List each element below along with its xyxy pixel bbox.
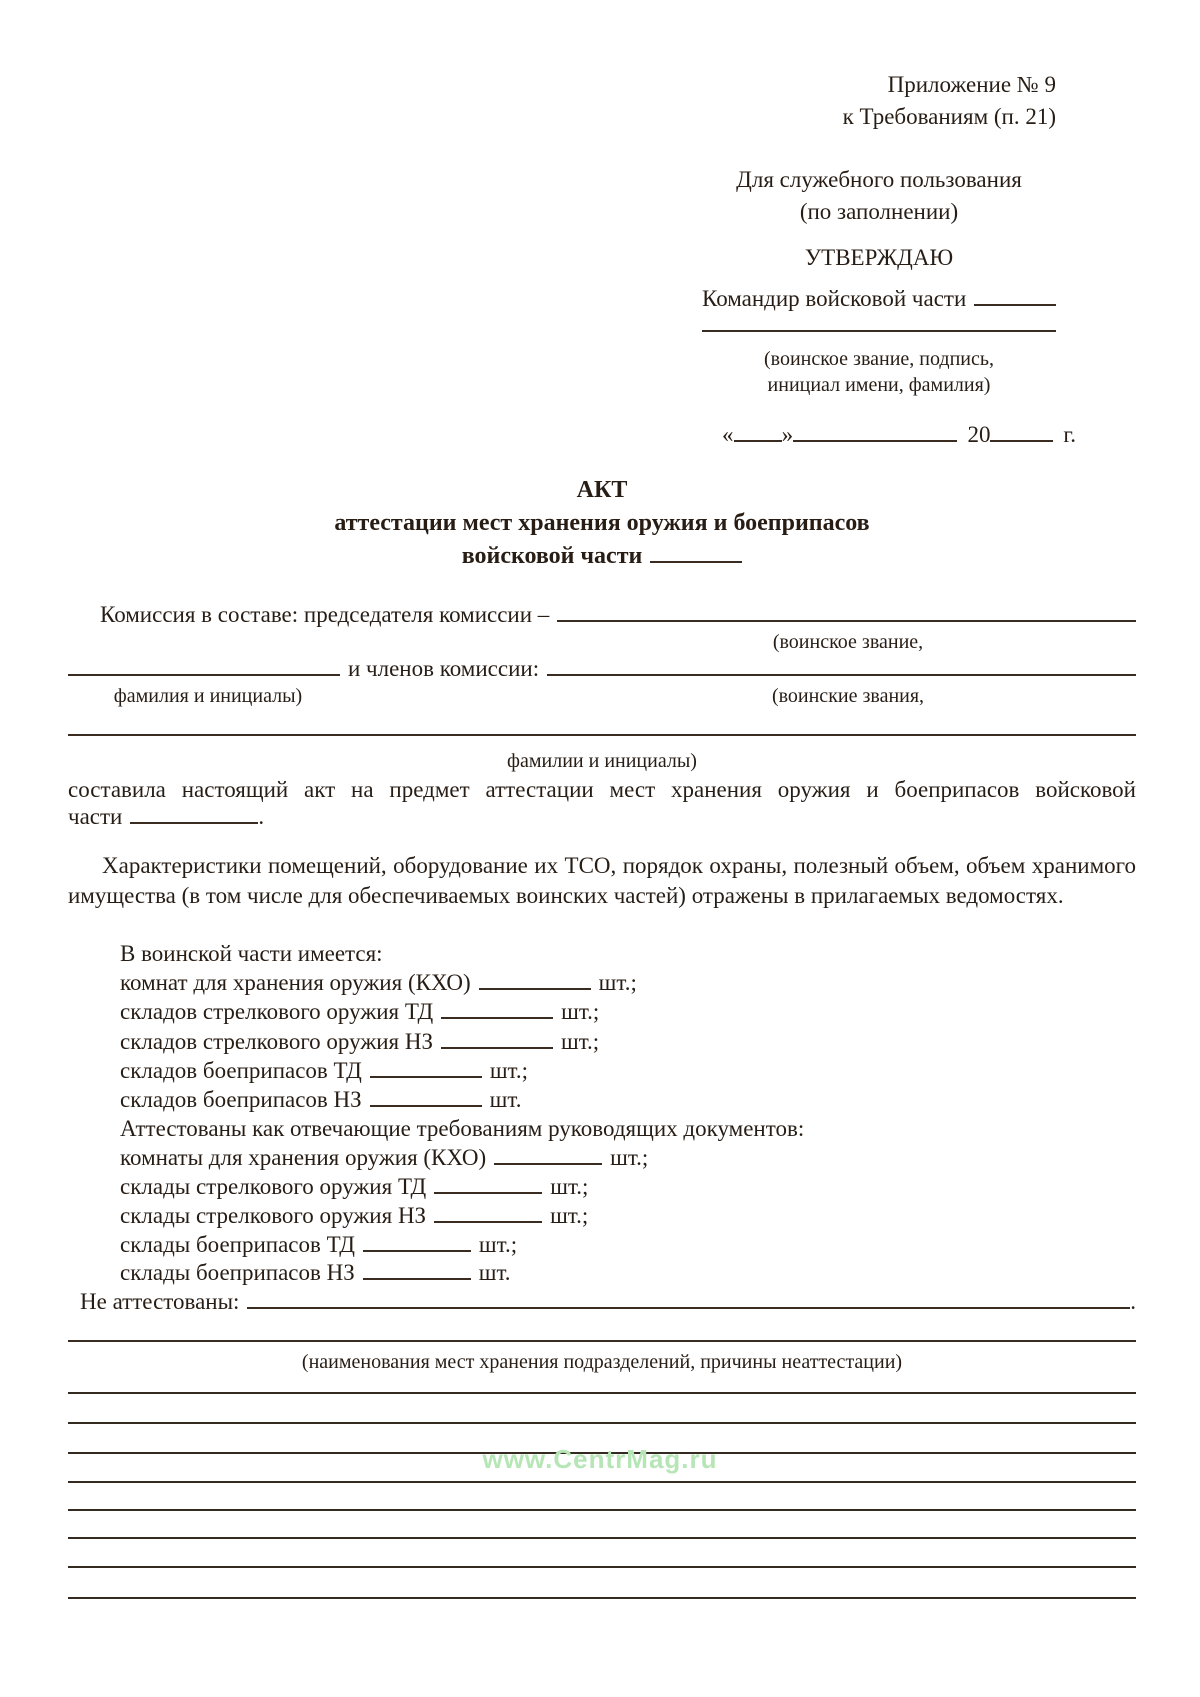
doc-title-line-1: АКТ: [576, 477, 628, 503]
signature-caption-1: (воинское звание, подпись,: [763, 348, 995, 370]
blank-unit-number: [130, 819, 258, 824]
item-label: склады боеприпасов ТД: [120, 1232, 355, 1257]
item-unit: шт.;: [478, 1232, 518, 1257]
usage-line-2: (по заполнении): [799, 199, 959, 224]
blank-commander-unit: [974, 301, 1056, 306]
blank-date-month: [793, 437, 957, 442]
item-unit: шт.;: [560, 1029, 600, 1054]
ruled-line: [68, 1481, 1136, 1483]
blank-not-attested-line-2: [68, 1318, 1136, 1342]
item-label: складов стрелкового оружия ТД: [120, 999, 434, 1024]
list-item: [68, 1145, 1136, 1171]
list-item: [68, 1174, 1136, 1200]
captions-row: [68, 683, 1136, 709]
usage-line-1: Для служебного пользования: [736, 167, 1022, 192]
caption-ranks: (воинские звания,: [771, 685, 925, 707]
ruled-line: [68, 1537, 1136, 1539]
characteristics-paragraph: Характеристики помещений, оборудование их ТСО, порядок охраны, полезный объем, объем хранимого имущества (в том числе для обеспечиваемых воинских частей) отражены в прилагаемых ведомостях.: [68, 853, 1136, 908]
item-unit: шт.;: [550, 1203, 589, 1228]
doc-title-line-2: аттестации мест хранения оружия и боеприпасов: [334, 510, 870, 536]
item-label: складов боеприпасов НЗ: [120, 1087, 362, 1112]
list-item: [68, 1260, 1136, 1286]
list-item: [68, 970, 1136, 996]
blank-item-count: [370, 1073, 482, 1078]
attested-heading: Аттестованы как отвечающие требованиям руководящих документов:: [120, 1116, 805, 1141]
item-label: комнаты для хранения оружия (КХО): [120, 1145, 487, 1170]
approve-heading: УТВЕРЖДАЮ: [804, 245, 954, 270]
item-unit: шт.;: [598, 970, 637, 995]
not-attested-row: [68, 1289, 1136, 1315]
caption-names: фамилии и инициалы): [507, 750, 697, 772]
blank-item-count: [363, 1247, 471, 1252]
list-item: [68, 999, 1136, 1025]
appendix-line-1: Приложение № 9: [887, 72, 1056, 97]
item-label: складов стрелкового оружия НЗ: [120, 1029, 433, 1054]
unit-period: .: [258, 804, 265, 829]
blank-item-count: [441, 1044, 553, 1049]
blank-item-count: [434, 1218, 542, 1223]
quote-open: «: [722, 422, 734, 447]
appendix-line-2: к Требованиям (п. 21): [842, 104, 1056, 129]
blank-item-count: [370, 1102, 482, 1107]
blank-item-count: [363, 1275, 471, 1280]
item-label: склады боеприпасов НЗ: [120, 1260, 355, 1285]
list-item: [68, 1058, 1136, 1084]
blank-title-unit: [650, 558, 742, 563]
unit-label: части: [68, 804, 123, 829]
commission-body-line: составила настоящий акт на предмет аттестации мест хранения оружия и боеприпасов войсковой: [68, 777, 1136, 802]
members-label: и членов комиссии:: [348, 656, 540, 681]
commander-label: Командир войсковой части: [702, 286, 967, 311]
blank-item-count: [434, 1189, 542, 1194]
date-year-suffix: г.: [1063, 422, 1077, 447]
commission-unit-row: [68, 804, 1136, 830]
not-attested-period: .: [1130, 1289, 1136, 1314]
blank-members: [547, 671, 1136, 676]
watermark: www.CentrMag.ru: [482, 1444, 718, 1474]
blank-members-line-2: [68, 712, 1136, 736]
list-item: [68, 1232, 1136, 1258]
item-unit: шт.;: [489, 1058, 529, 1083]
blank-item-count: [494, 1160, 602, 1165]
item-unit: шт.;: [610, 1145, 649, 1170]
item-unit: шт.;: [550, 1174, 589, 1199]
blank-signature-line: [702, 308, 1056, 332]
caption-rank: (воинское звание,: [772, 631, 924, 653]
ruled-line: [68, 1597, 1136, 1599]
caption-name: фамилия и инициалы): [113, 685, 303, 707]
not-attested-label: Не аттестованы:: [80, 1289, 240, 1314]
ruled-line: [68, 1392, 1136, 1394]
ruled-line: [68, 1509, 1136, 1511]
item-label: комнат для хранения оружия (КХО): [120, 970, 471, 995]
quote-close: »: [781, 422, 794, 447]
item-label: склады стрелкового оружия НЗ: [120, 1203, 427, 1228]
doc-title-line-3: [68, 543, 1136, 569]
members-row: [68, 656, 1136, 682]
list-item: [68, 1087, 1136, 1113]
blank-date-year: [990, 437, 1053, 442]
has-heading: В воинской части имеется:: [120, 941, 383, 966]
doc-title-unit-label: войсковой части: [461, 543, 643, 569]
item-unit: шт.: [478, 1260, 511, 1285]
caption-rank-row: [68, 629, 1136, 655]
blank-not-attested: [247, 1304, 1130, 1309]
blank-chairman: [557, 617, 1136, 622]
ruled-line: [68, 1422, 1136, 1424]
commission-lead: Комиссия в составе: председателя комиссии –: [100, 602, 550, 627]
item-unit: шт.: [489, 1087, 522, 1112]
signature-caption-2: инициал имени, фамилия): [767, 374, 991, 396]
date-century: 20: [967, 422, 991, 447]
item-unit: шт.;: [561, 999, 600, 1024]
blank-item-count: [479, 985, 591, 990]
date-row: [702, 422, 1076, 448]
not-attested-caption: (наименования мест хранения подразделений, причины неаттестации): [301, 1351, 903, 1373]
item-label: складов боеприпасов ТД: [120, 1058, 362, 1083]
commission-lead-row: [68, 602, 1136, 628]
blank-item-count: [441, 1014, 553, 1019]
item-label: склады стрелкового оружия ТД: [120, 1174, 427, 1199]
blank-date-day: [734, 437, 782, 442]
ruled-line: [68, 1566, 1136, 1568]
list-item: [68, 1203, 1136, 1229]
list-item: [68, 1029, 1136, 1055]
blank-chairman-name: [68, 671, 340, 676]
